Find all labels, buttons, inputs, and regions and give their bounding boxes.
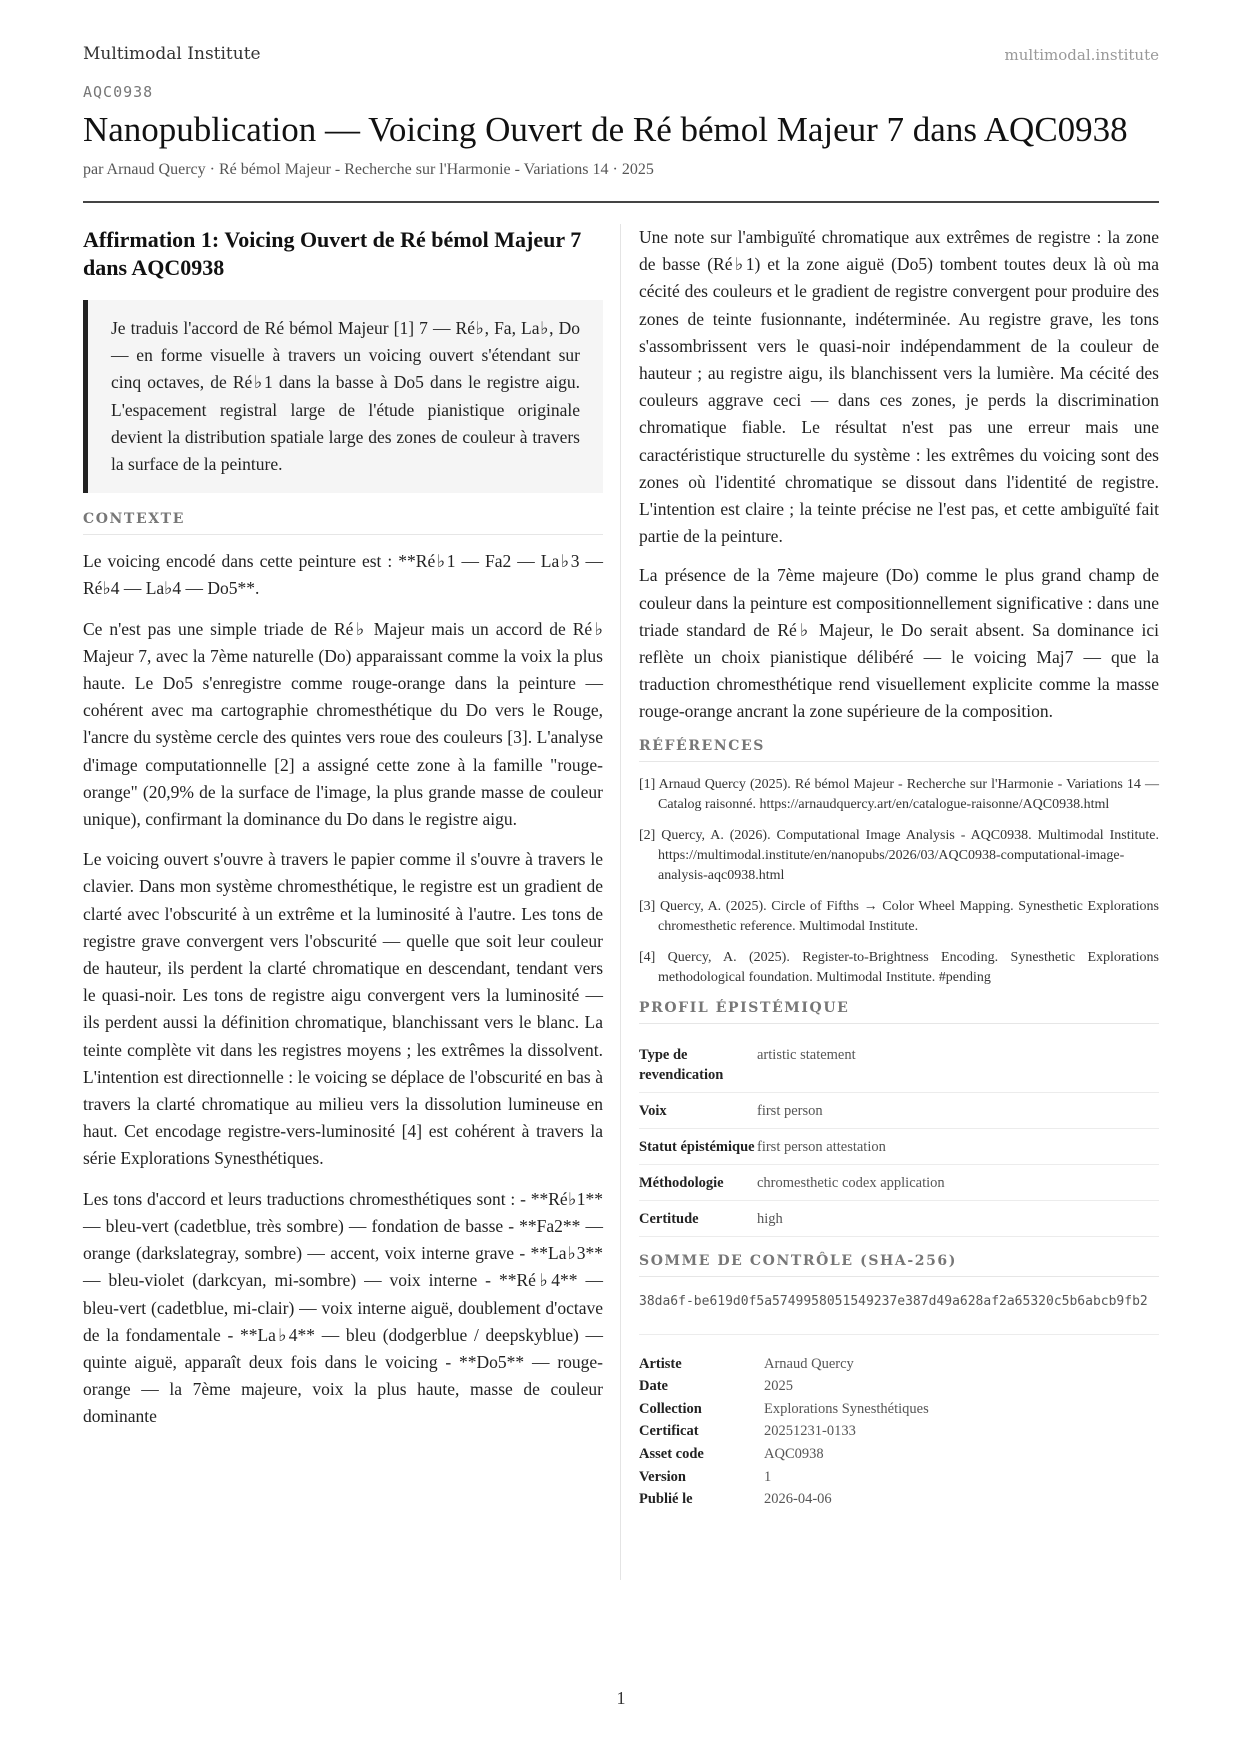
column-divider: [620, 224, 621, 1580]
profile-key: Méthodologie: [639, 1164, 757, 1200]
profile-key: Certitude: [639, 1200, 757, 1236]
asset-code: AQC0938: [83, 83, 154, 101]
reference-item: [3] Quercy, A. (2025). Circle of Fifths → Color Wheel Mapping. Synesthetic Explorations chromesthetic reference. Multimodal Institute.: [639, 898, 1159, 934]
metadata-value: 2026-04-06: [764, 1491, 832, 1508]
table-row: [639, 1466, 1159, 1489]
profile-value: chromesthetic codex application: [757, 1164, 1159, 1200]
metadata-key: Collection: [639, 1400, 702, 1417]
metadata-key: Certificat: [639, 1423, 699, 1440]
header-rule: [83, 201, 1159, 203]
profile-value: artistic statement: [757, 1037, 1159, 1093]
profile-key: Voix: [639, 1092, 757, 1128]
table-row: [639, 1200, 1159, 1236]
context-paragraph: Les tons d'accord et leurs traductions chromesthétiques sont : - **Ré♭1** — bleu-vert (cadetblue, très sombre) — fondation de basse - **Fa2** — orange (darkslategray, sombre) — accent, voix interne grave - **La♭3** — bleu-violet (darkcyan, mi-sombre) — voix interne - **Ré♭4** — bleu-vert (cadetblue, mi-clair) — voix interne aiguë, doublement d'octave de la fondamentale - **La♭4** — bleu (dodgerblue / deepskyblue) — quinte aiguë, apparaît deux fois dans le voicing - **Do5** — rouge-orange — la 7ème majeure, voix la plus haute, masse de couleur dominante: [83, 1188, 603, 1427]
page-title: Nanopublication — Voicing Ouvert de Ré bémol Majeur 7 dans AQC0938: [83, 110, 1128, 149]
context-paragraph: Ce n'est pas une simple triade de Ré♭ Majeur mais un accord de Ré♭ Majeur 7, avec la 7ème naturelle (Do) apparaissant comme la voix la plus haute. Le Do5 s'enregistre comme rouge-orange dans la peinture — cohérent avec ma cartographie chromesthétique du Do vers le Rouge, l'ancre du système cercle des quintes vers roue des couleurs [3]. L'analyse d'image computationnelle [2] a assigné cette zone à la famille "rouge-orange" (20,9% de la surface de l'image, la plus grande masse de couleur unique), confirmant la dominance du Do dans le registre aigu.: [83, 618, 603, 830]
body-paragraph: Une note sur l'ambiguïté chromatique aux extrêmes de registre : la zone de basse (Ré♭1) et la zone aiguë (Do5) tombent toutes deux là où ma cécité des couleurs et le gradient de registre convergent pour produire des zones de teinte fusionnante, indéterminée. Au registre grave, les tons s'assombrissent vers le quasi-noir indépendamment de la couleur de hauteur ; au registre aigu, ils blanchissent vers la lumière. Ma cécité des couleurs aggrave ceci — dans ces zones, je perds la discrimination chromatique fiable. Le résultat n'est pas une erreur mais une caractéristique structurelle du système : les extrêmes du voicing sont des zones où l'identité chromatique se dissout dans l'identité de registre. L'intention est claire ; la teinte précise ne l'est pas, et cette ambiguïté fait partie de la peinture.: [639, 227, 1159, 547]
reference-item[interactable]: [2] Quercy, A. (2026). Computational Image Analysis - AQC0938. Multimodal Institute. https://multimodal.institute/en/nanopubs/2026/03/AQC0938-computational-image-analysis-aqc0938.html: [639, 827, 1159, 883]
metadata-value: 1: [764, 1468, 772, 1485]
right-column: [639, 224, 1159, 1511]
metadata-table: [639, 1353, 1159, 1511]
metadata-value: 20251231-0133: [764, 1423, 856, 1440]
running-header: [83, 44, 1159, 68]
table-row: [639, 1128, 1159, 1164]
metadata-key: Publié le: [639, 1491, 693, 1508]
left-column: [83, 224, 603, 1444]
table-row: [639, 1420, 1159, 1443]
table-row: [639, 1443, 1159, 1466]
table-row: [639, 1353, 1159, 1376]
metadata-key: Version: [639, 1468, 686, 1485]
epistemic-profile-table: [639, 1037, 1159, 1237]
table-row: [639, 1398, 1159, 1421]
reference-item: [4] Quercy, A. (2025). Register-to-Brightness Encoding. Synesthetic Explorations methodological foundation. Multimodal Institute. #pending: [639, 949, 1159, 985]
context-paragraph: Le voicing ouvert s'ouvre à travers le papier comme il s'ouvre à travers le clavier. Dans mon système chromesthétique, le registre est un gradient de clarté avec l'obscurité à un extrême et la luminosité à l'autre. Les tons de registre grave convergent vers l'obscurité — quelle que soit leur couleur de hauteur, ils perdent la clarté chromatique en descendant, tendant vers le quasi-noir. Les tons de registre aigu convergent vers la luminosité — ils perdent aussi la définition chromatique, blanchissant vers le blanc. La teinte complète vit dans les registres moyens ; les extrêmes la dissolvent. L'intention est directionnelle : le voicing se déplace de l'obscurité en bas à travers la clarté chromatique au milieu vers la dissolution lumineuse en haut. Cet encodage registre-vers-luminosité [4] est cohérent à travers la série Explorations Synesthétiques.: [83, 849, 603, 1169]
document-page: [83, 0, 1159, 1754]
reference-list: [639, 775, 1159, 988]
site-url[interactable]: multimodal.institute: [1004, 46, 1159, 64]
claim-quote: Je traduis l'accord de Ré bémol Majeur [1] 7 — Ré♭, Fa, La♭, Do — en forme visuelle à travers un voicing ouvert s'étendant sur cinq octaves, de Ré♭1 dans la basse à Do5 dans le registre aigu. L'espacement registral large de l'étude pianistique originale devient la distribution spatiale large des zones de couleur à travers la surface de la peinture.: [83, 300, 603, 493]
checksum-value: 38da6f-be619d0f5a5749958051549237e387d49a628af2a65320c5b6abcb9fb2: [639, 1290, 1159, 1335]
profile-key: Type de revendication: [639, 1037, 757, 1093]
profile-value: high: [757, 1200, 1159, 1236]
metadata-key: Asset code: [639, 1446, 704, 1463]
profile-value: first person: [757, 1092, 1159, 1128]
table-row: [639, 1092, 1159, 1128]
metadata-key: Date: [639, 1378, 668, 1395]
context-label: CONTEXTE: [83, 511, 603, 535]
checksum-label: SOMME DE CONTRÔLE (SHA-256): [639, 1253, 1159, 1277]
references-label: RÉFÉRENCES: [639, 738, 1159, 762]
institute-name: Multimodal Institute: [83, 44, 261, 64]
reference-item[interactable]: [1] Arnaud Quercy (2025). Ré bémol Majeur - Recherche sur l'Harmonie - Variations 14 — Catalog raisonné. https://arnaudquercy.art/en/catalogue-raisonne/AQC0938.html: [639, 776, 1159, 812]
metadata-value: Explorations Synesthétiques: [764, 1400, 929, 1417]
table-row: [639, 1037, 1159, 1093]
table-row: [639, 1488, 1159, 1511]
profile-value: first person attestation: [757, 1128, 1159, 1164]
metadata-value: 2025: [764, 1378, 793, 1395]
metadata-value: Arnaud Quercy: [764, 1355, 854, 1372]
body-paragraph: La présence de la 7ème majeure (Do) comme le plus grand champ de couleur dans la peinture est compositionnellement significative : dans une triade standard de Ré♭ Majeur, le Do serait absent. Sa dominance ici reflète un choix pianistique délibéré — le voicing Maj7 — que la traduction chromesthétique rend visuellement explicite comme la masse rouge-orange ancrant la zone supérieure de la composition.: [639, 565, 1159, 722]
metadata-value: AQC0938: [764, 1446, 824, 1463]
profile-key: Statut épistémique: [639, 1128, 757, 1164]
table-row: [639, 1164, 1159, 1200]
byline: par Arnaud Quercy · Ré bémol Majeur - Recherche sur l'Harmonie - Variations 14 · 2025: [83, 161, 654, 178]
page-number: 1: [616, 1688, 626, 1708]
metadata-key: Artiste: [639, 1355, 682, 1372]
table-row: [639, 1375, 1159, 1398]
context-paragraph: Le voicing encodé dans cette peinture est : **Ré♭1 — Fa2 — La♭3 — Ré♭4 — La♭4 — Do5**.: [83, 551, 603, 599]
epistemic-profile-label: PROFIL ÉPISTÉMIQUE: [639, 1000, 1159, 1024]
claim-title: Affirmation 1: Voicing Ouvert de Ré bémol Majeur 7 dans AQC0938: [83, 227, 582, 280]
